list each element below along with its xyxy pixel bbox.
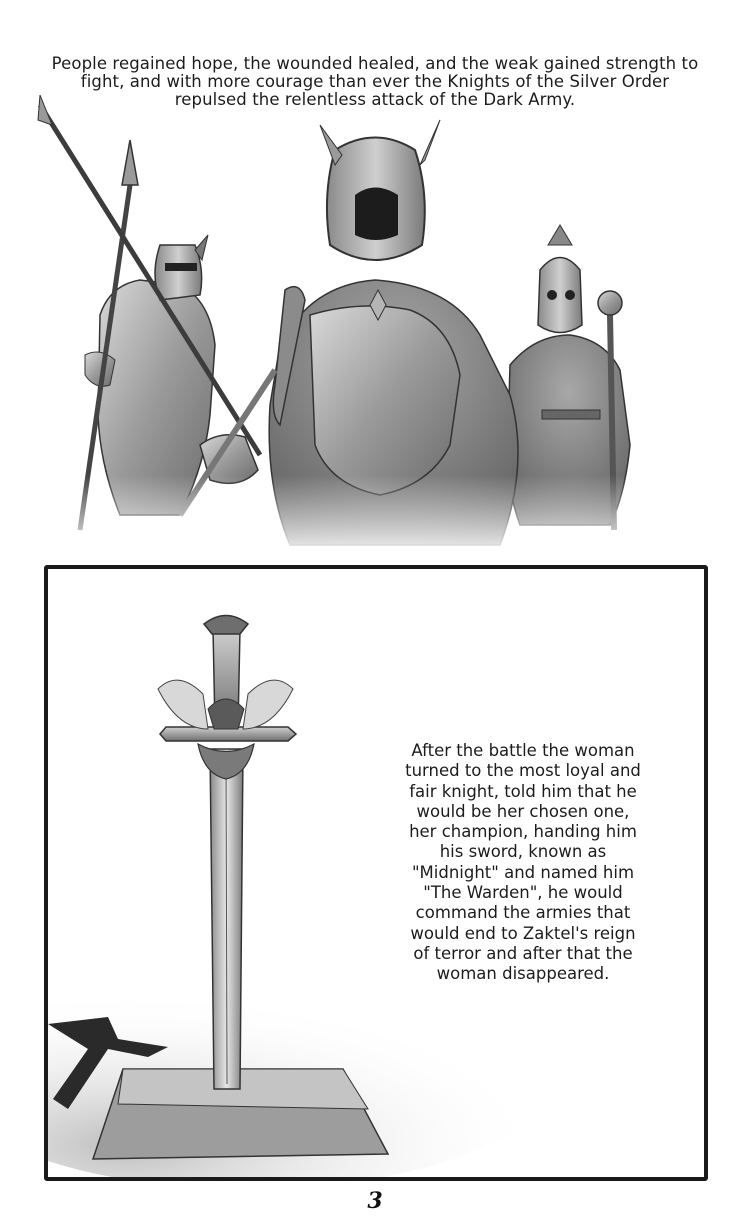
panel-caption: After the battle the woman turned to the most loyal and fair knight, told him that he would be her chosen one, her champion, handing him his sword, known as "Midnight" and named him "The Warden", he would command the armies that would end to Zaktel's reign of terror and after that the woman disappeared. — [405, 741, 641, 984]
page-number: 3 — [367, 1188, 383, 1214]
sword-panel — [44, 565, 708, 1181]
top-caption: People regained hope, the wounded healed, and the weak gained strength to fight, and with more courage than ever the Knights of the Silver Order repulsed the relentless attack of the Dark Army. — [51, 54, 699, 109]
knights-illustration — [30, 85, 720, 560]
